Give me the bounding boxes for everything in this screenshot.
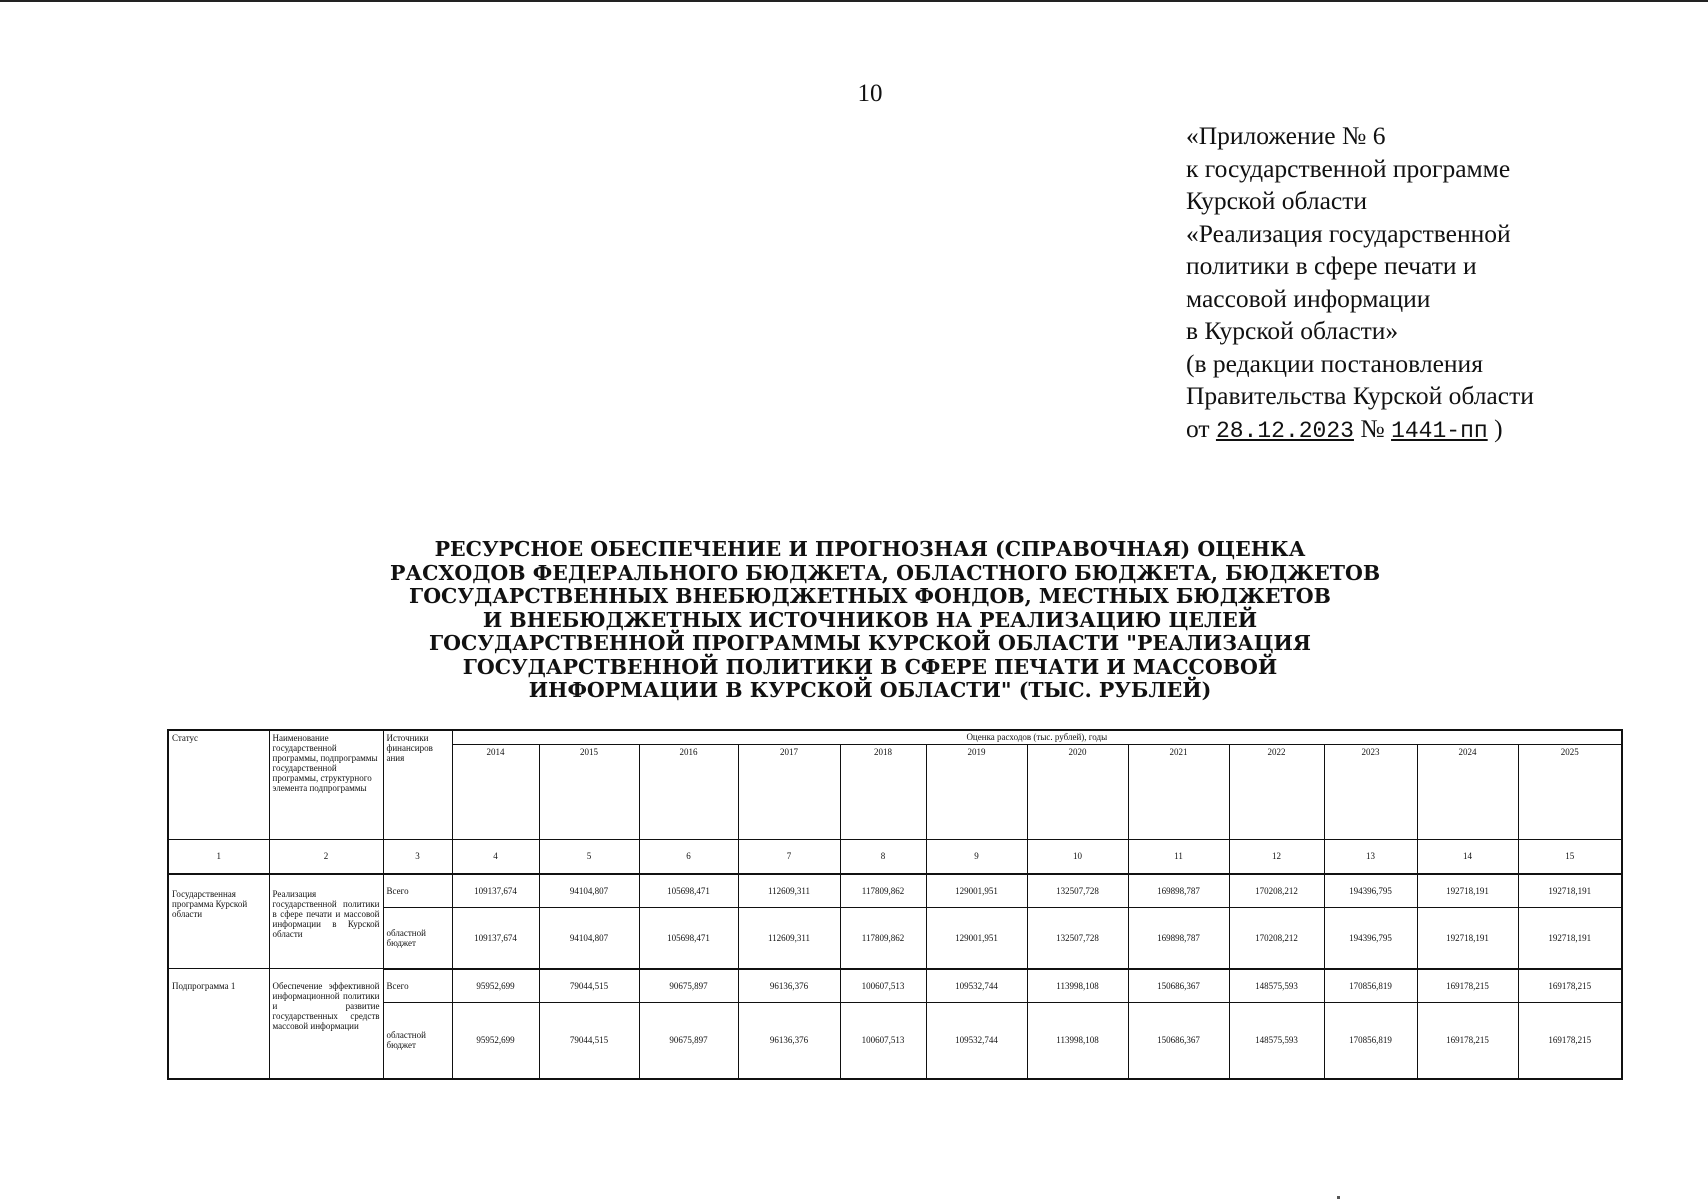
appendix-line: политики в сфере печати и [1186, 251, 1477, 280]
program-block [168, 874, 1622, 969]
value-cell: 148575,593 [1229, 1003, 1324, 1079]
column-number-row [168, 840, 1622, 874]
value-cell: 79044,515 [539, 969, 639, 1003]
value-cell: 132507,728 [1027, 908, 1128, 969]
header-year: 2018 [840, 745, 926, 840]
value-cell: 129001,951 [926, 908, 1027, 969]
date-prefix: от [1186, 413, 1210, 443]
value-cell: 112609,311 [738, 874, 840, 908]
value-cell: 90675,897 [639, 969, 738, 1003]
column-number: 8 [840, 840, 926, 874]
value-cell: 100607,513 [840, 1003, 926, 1079]
source-cell: областной бюджет [383, 1003, 452, 1079]
value-cell: 169898,787 [1128, 874, 1229, 908]
appendix-line: «Приложение № 6 [1186, 121, 1386, 150]
value-cell: 95952,699 [452, 969, 539, 1003]
header-year: 2021 [1128, 745, 1229, 840]
value-cell: 192718,191 [1417, 874, 1518, 908]
appendix-line: массовой информации [1186, 283, 1431, 313]
value-cell: 150686,367 [1128, 1003, 1229, 1079]
value-cell: 109532,744 [926, 1003, 1027, 1079]
value-cell: 170208,212 [1229, 874, 1324, 908]
value-cell: 90675,897 [639, 1003, 738, 1079]
value-cell: 100607,513 [840, 969, 926, 1003]
value-cell: 129001,951 [926, 874, 1027, 908]
title-line: ГОСУДАРСТВЕННЫХ ВНЕБЮДЖЕТНЫХ ФОНДОВ, МЕСТНЫХ БЮДЖЕТОВ [409, 584, 1331, 608]
source-cell: областной бюджет [383, 908, 452, 969]
table-row [168, 908, 1622, 969]
value-cell: 96136,376 [738, 1003, 840, 1079]
header-year: 2022 [1229, 745, 1324, 840]
column-number: 5 [539, 840, 639, 874]
value-cell: 148575,593 [1229, 969, 1324, 1003]
value-cell: 170856,819 [1324, 1003, 1417, 1079]
value-cell: 132507,728 [1027, 874, 1128, 908]
subprogram-block [168, 969, 1622, 1079]
appendix-line: к государственной программе [1186, 153, 1511, 183]
table-row [168, 969, 1622, 1003]
appendix-line: (в редакции постановления [1186, 348, 1483, 378]
header-year: 2014 [452, 745, 539, 840]
title-line: РЕСУРСНОЕ ОБЕСПЕЧЕНИЕ И ПРОГНОЗНАЯ (СПРАВОЧНАЯ) ОЦЕНКА [434, 537, 1306, 561]
resolution-date: 28.12.2023 [1215, 417, 1354, 444]
table-row [168, 1003, 1622, 1079]
header-estimate: Оценка расходов (тыс. рублей), годы [452, 730, 1622, 745]
column-number: 4 [452, 840, 539, 874]
appendix-line: «Реализация государственной [1186, 218, 1511, 248]
value-cell: 94104,807 [539, 874, 639, 908]
value-cell: 192718,191 [1417, 908, 1518, 969]
column-number: 1 [168, 840, 269, 874]
block-status: Подпрограмма 1 [168, 969, 269, 1079]
title-line: ИНФОРМАЦИИ В КУРСКОЙ ОБЛАСТИ" (ТЫС. РУБЛЕЙ) [528, 678, 1212, 702]
appendix-date-line [1186, 413, 1686, 448]
header-status: Статус [168, 730, 269, 840]
column-number: 2 [269, 840, 383, 874]
scan-speck [1337, 1196, 1340, 1199]
value-cell: 105698,471 [639, 874, 738, 908]
value-cell: 169178,215 [1417, 1003, 1518, 1079]
value-cell: 109532,744 [926, 969, 1027, 1003]
value-cell: 105698,471 [639, 908, 738, 969]
header-name: Наименование государственной программы, подпрограммы государственной программы, структурного элемента подпрограммы [269, 730, 383, 840]
column-number: 13 [1324, 840, 1417, 874]
value-cell: 150686,367 [1128, 969, 1229, 1003]
header-year: 2019 [926, 745, 1027, 840]
header-year: 2017 [738, 745, 840, 840]
header-year: 2025 [1518, 745, 1622, 840]
value-cell: 95952,699 [452, 1003, 539, 1079]
value-cell: 170208,212 [1229, 908, 1324, 969]
column-number: 10 [1027, 840, 1128, 874]
column-number: 3 [383, 840, 452, 874]
block-name: Реализация государственной политики в сфере печати и массовой информации в Курской области [269, 874, 383, 969]
value-cell: 169898,787 [1128, 908, 1229, 969]
resolution-number: 1441-пп [1391, 417, 1488, 444]
appendix-line: в Курской области» [1186, 316, 1399, 345]
header-year: 2023 [1324, 745, 1417, 840]
document-title [390, 537, 1381, 703]
value-cell: 192718,191 [1518, 908, 1622, 969]
value-cell: 94104,807 [539, 908, 639, 969]
column-number: 15 [1518, 840, 1622, 874]
value-cell: 169178,215 [1518, 1003, 1622, 1079]
value-cell: 112609,311 [738, 908, 840, 969]
header-source: Источники финансиров ания [383, 730, 452, 840]
value-cell: 109137,674 [452, 908, 539, 969]
value-cell: 96136,376 [738, 969, 840, 1003]
appendix-line: Курской области [1186, 186, 1368, 215]
header-year: 2020 [1027, 745, 1128, 840]
source-cell: Всего [383, 969, 452, 1003]
header-year: 2015 [539, 745, 639, 840]
value-cell: 117809,862 [840, 908, 926, 969]
header-year: 2016 [639, 745, 738, 840]
value-cell: 117809,862 [840, 874, 926, 908]
title-line: И ВНЕБЮДЖЕТНЫХ ИСТОЧНИКОВ НА РЕАЛИЗАЦИЮ ЦЕЛЕЙ [482, 607, 1258, 632]
block-status: Государственная программа Курской области [168, 874, 269, 969]
value-cell: 192718,191 [1518, 874, 1622, 908]
page-number: 10 [857, 80, 883, 107]
title-line: РАСХОДОВ ФЕДЕРАЛЬНОГО БЮДЖЕТА, ОБЛАСТНОГО БЮДЖЕТА, БЮДЖЕТОВ [390, 560, 1381, 585]
column-number: 6 [639, 840, 738, 874]
value-cell: 194396,795 [1324, 908, 1417, 969]
appendix-header [1186, 120, 1686, 447]
scan-top-edge [0, 0, 1708, 2]
column-number: 11 [1128, 840, 1229, 874]
column-number: 14 [1417, 840, 1518, 874]
table-header [168, 730, 1622, 874]
value-cell: 109137,674 [452, 874, 539, 908]
table-row [168, 874, 1622, 908]
column-number: 12 [1229, 840, 1324, 874]
header-year: 2024 [1417, 745, 1518, 840]
title-line: ГОСУДАРСТВЕННОЙ ПРОГРАММЫ КУРСКОЙ ОБЛАСТИ "РЕАЛИЗАЦИЯ [429, 631, 1311, 655]
value-cell: 79044,515 [539, 1003, 639, 1079]
block-name: Обеспечение эффективной информационной политики и развитие государственных средств массовой информации [269, 969, 383, 1079]
value-cell: 113998,108 [1027, 1003, 1128, 1079]
value-cell: 169178,215 [1417, 969, 1518, 1003]
appendix-line: Правительства Курской области [1186, 381, 1534, 410]
value-cell: 169178,215 [1518, 969, 1622, 1003]
value-cell: 113998,108 [1027, 969, 1128, 1003]
budget-table [167, 729, 1623, 1080]
column-number: 9 [926, 840, 1027, 874]
value-cell: 194396,795 [1324, 874, 1417, 908]
title-line: ГОСУДАРСТВЕННОЙ ПОЛИТИКИ В СФЕРЕ ПЕЧАТИ И МАССОВОЙ [462, 654, 1278, 679]
number-sign: № [1360, 413, 1385, 443]
closing-paren: ) [1494, 413, 1503, 443]
column-number: 7 [738, 840, 840, 874]
source-cell: Всего [383, 874, 452, 908]
value-cell: 170856,819 [1324, 969, 1417, 1003]
